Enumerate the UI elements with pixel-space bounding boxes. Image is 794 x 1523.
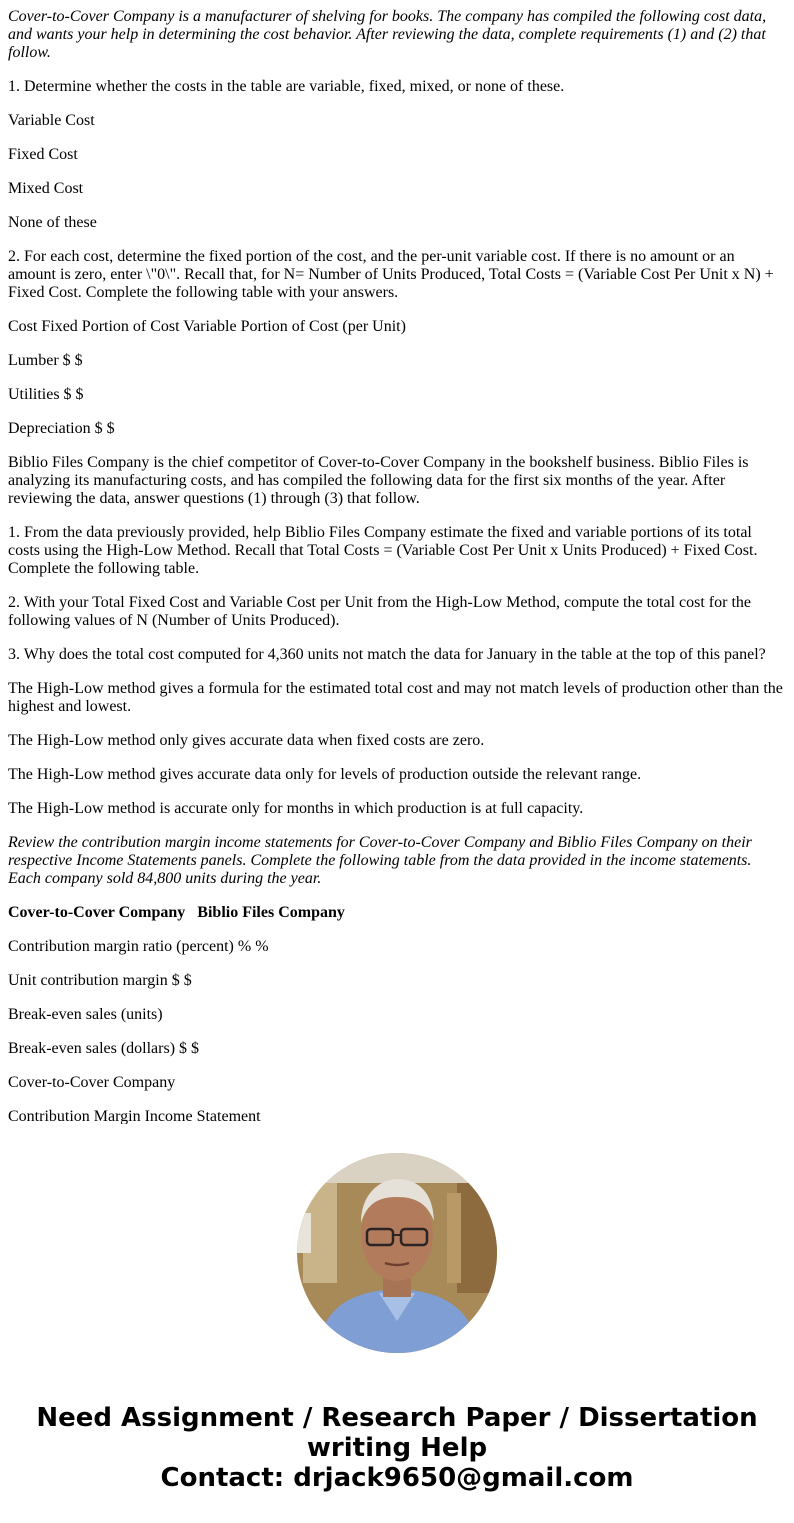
question-1-prompt: 1. Determine whether the costs in the table are variable, fixed, mixed, or none of these.	[8, 78, 565, 95]
promo-line-1: Need Assignment / Research Paper / Dissertation	[36, 1403, 758, 1433]
cost-row-utilities: Utilities $ $	[8, 386, 84, 403]
contribution-margin-intro: Review the contribution margin income statements for Cover-to-Cover Company and Biblio Files Company on their respective Income Statements panels. Complete the following table from the data provided in the income statements. Each company sold 84,800 units during the year.	[8, 834, 752, 887]
statement-title: Contribution Margin Income Statement	[8, 1108, 261, 1124]
row-break-even-dollars: Break-even sales (dollars) $ $	[8, 1040, 200, 1057]
answer-option-3[interactable]: The High-Low method gives accurate data only for levels of production outside the relevant range.	[8, 766, 642, 783]
option-none-of-these[interactable]: None of these	[8, 214, 97, 231]
cost-table-header: Cost Fixed Portion of Cost Variable Portion of Cost (per Unit)	[8, 318, 406, 335]
promo-line-2: writing Help	[306, 1433, 488, 1463]
intro-paragraph: Cover-to-Cover Company is a manufacturer of shelving for books. The company has compiled the following cost data, and wants your help in determining the cost behavior. After reviewing the data, complete requirements (1) and (2) that follow.	[8, 8, 767, 61]
cost-row-depreciation: Depreciation $ $	[8, 420, 115, 437]
option-variable-cost[interactable]: Variable Cost	[8, 112, 95, 129]
row-contribution-margin-ratio: Contribution margin ratio (percent) % %	[8, 938, 269, 955]
high-low-question-2: 2. With your Total Fixed Cost and Variable Cost per Unit from the High-Low Method, compute the total cost for the following values of N (Number of Units Produced).	[8, 594, 752, 629]
promo-banner	[0, 1403, 794, 1493]
answer-option-1[interactable]: The High-Low method gives a formula for the estimated total cost and may not match levels of production other than the highest and lowest.	[8, 680, 783, 715]
option-fixed-cost[interactable]: Fixed Cost	[8, 146, 78, 163]
biblio-intro-paragraph: Biblio Files Company is the chief competitor of Cover-to-Cover Company in the bookshelf business. Biblio Files is analyzing its manufacturing costs, and has compiled the following data for the first six months of the year. After reviewing the data, answer questions (1) through (3) that follow.	[8, 454, 749, 507]
company-columns-header	[8, 904, 786, 922]
document-body	[8, 0, 786, 1124]
promo-contact[interactable]: Contact: drjack9650@gmail.com	[160, 1463, 634, 1493]
high-low-question-3: 3. Why does the total cost computed for 4,360 units not match the data for January in the table at the top of this panel?	[8, 646, 766, 663]
option-mixed-cost[interactable]: Mixed Cost	[8, 180, 84, 197]
column-biblio-files: Biblio Files Company	[197, 904, 345, 921]
answer-option-2[interactable]: The High-Low method only gives accurate data when fixed costs are zero.	[8, 732, 485, 749]
high-low-question-1: 1. From the data previously provided, help Biblio Files Company estimate the fixed and variable portions of its total costs using the High-Low Method. Recall that Total Costs = (Variable Cost Per Unit x Units Produced) + Fixed Cost. Complete the following table.	[8, 524, 758, 577]
row-unit-contribution-margin: Unit contribution margin $ $	[8, 972, 192, 989]
column-cover-to-cover: Cover-to-Cover Company	[8, 904, 186, 921]
cost-row-lumber: Lumber $ $	[8, 352, 83, 369]
statement-company-name: Cover-to-Cover Company	[8, 1074, 176, 1091]
row-break-even-units: Break-even sales (units)	[8, 1006, 163, 1023]
question-2-prompt: 2. For each cost, determine the fixed portion of the cost, and the per-unit variable cost. If there is no amount or an amount is zero, enter \"0\". Recall that, for N= Number of Units Produced, Total Costs = (Variable Cost Per Unit x N) + Fixed Cost. Complete the following table with your answers.	[8, 248, 774, 301]
answer-option-4[interactable]: The High-Low method is accurate only for months in which production is at full capacity.	[8, 800, 584, 817]
author-avatar	[297, 1153, 497, 1353]
